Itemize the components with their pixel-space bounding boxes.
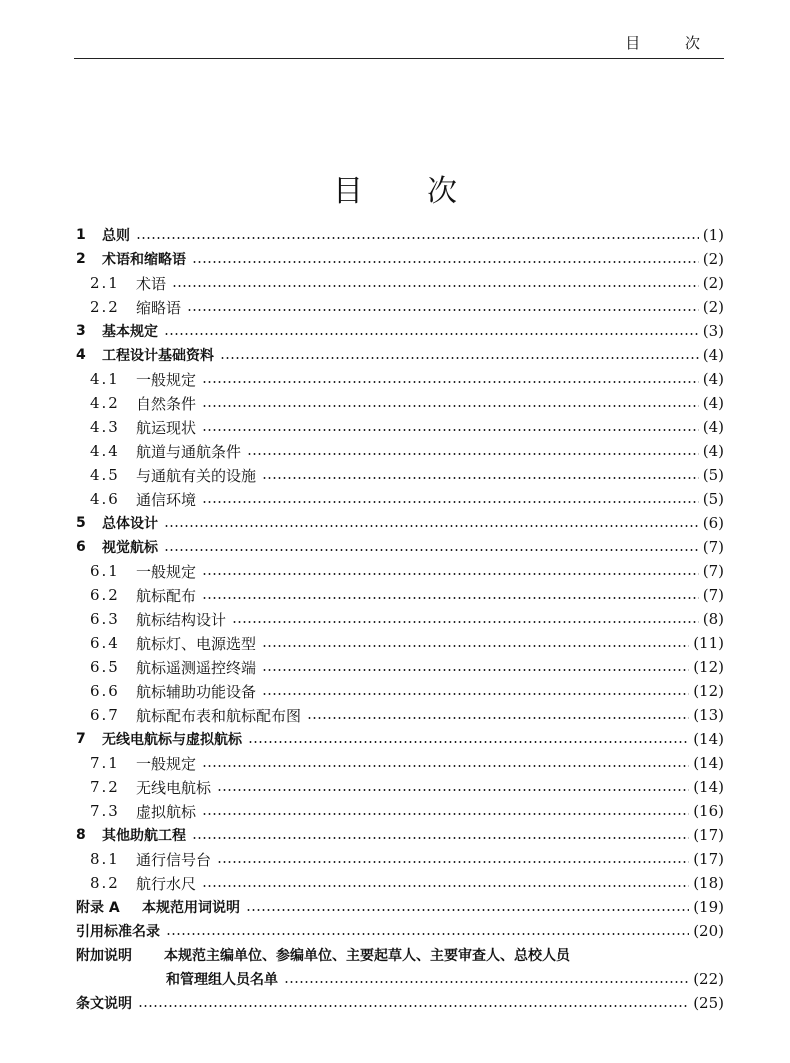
toc-entry-number: 2 <box>76 251 86 267</box>
toc-entry-page: (5) <box>702 466 724 484</box>
toc-entry-label: 航道与通航条件 <box>136 442 242 461</box>
toc-entry-number: 4.3 <box>90 418 120 436</box>
toc-entry-page: (4) <box>702 442 724 460</box>
toc-entry-label: 一般规定 <box>136 562 197 581</box>
toc-entry-page: (14) <box>693 754 724 772</box>
toc-entry[interactable] <box>76 271 724 295</box>
toc-entry-page: (16) <box>693 802 724 820</box>
toc-entry-label: 无线电航标 <box>136 778 212 797</box>
toc-entry-number: 6.7 <box>90 706 120 724</box>
dot-leader <box>202 885 689 887</box>
toc-entry[interactable] <box>76 823 724 847</box>
toc-entry-label: 术语 <box>136 274 167 293</box>
dot-leader <box>284 981 689 983</box>
toc-entry-number: 7 <box>76 731 86 747</box>
toc-entry-number: 4.2 <box>90 394 120 412</box>
toc-entry-page: (7) <box>702 586 724 604</box>
table-of-contents <box>76 223 724 1015</box>
toc-entry-appendix-a[interactable] <box>76 895 724 919</box>
toc-entry-label: 一般规定 <box>136 370 197 389</box>
dot-leader <box>307 717 689 719</box>
toc-entry-page: (11) <box>693 634 724 652</box>
toc-entry-page: (5) <box>702 490 724 508</box>
toc-entry-number: 7.3 <box>90 802 120 820</box>
toc-entry-commentary[interactable] <box>76 991 724 1015</box>
toc-entry-label: 基本规定 <box>102 324 158 340</box>
toc-entry[interactable] <box>76 487 724 511</box>
toc-entry-page: (12) <box>693 658 724 676</box>
toc-entry-page: (7) <box>702 538 724 556</box>
toc-entry[interactable] <box>76 607 724 631</box>
toc-entry-number: 6.5 <box>90 658 120 676</box>
toc-entry[interactable] <box>76 367 724 391</box>
dot-leader <box>217 861 689 863</box>
toc-entry-label: 航标遥测遥控终端 <box>136 658 257 677</box>
dot-leader <box>262 645 689 647</box>
toc-entry[interactable] <box>76 583 724 607</box>
toc-entry-number: 4.6 <box>90 490 120 508</box>
toc-entry-page: (4) <box>702 346 724 364</box>
toc-entry[interactable] <box>76 343 724 367</box>
toc-entry-label: 视觉航标 <box>102 540 158 556</box>
toc-entry-page: (6) <box>702 514 724 532</box>
dot-leader <box>202 405 699 407</box>
dot-leader <box>202 597 699 599</box>
toc-entry-page: (4) <box>702 370 724 388</box>
toc-entry-number: 4 <box>76 347 86 363</box>
toc-entry-page: (8) <box>702 610 724 628</box>
toc-entry-label: 自然条件 <box>136 394 197 413</box>
toc-entry[interactable] <box>76 727 724 751</box>
toc-entry-number: 2.1 <box>90 274 120 292</box>
dot-leader <box>202 501 699 503</box>
toc-entry[interactable] <box>76 295 724 319</box>
dot-leader <box>232 621 699 623</box>
toc-entry-additional-notes-cont[interactable] <box>76 967 724 991</box>
toc-entry-number: 5 <box>76 515 86 531</box>
dot-leader <box>202 381 699 383</box>
dot-leader <box>164 525 699 527</box>
toc-entry-references[interactable] <box>76 919 724 943</box>
toc-entry-page: (7) <box>702 562 724 580</box>
toc-entry-label: 与通航有关的设施 <box>136 466 257 485</box>
toc-entry-label: 无线电航标与虚拟航标 <box>102 732 242 748</box>
toc-entry-page: (13) <box>693 706 724 724</box>
running-title: 目 次 <box>625 34 720 52</box>
toc-entry-number: 8.1 <box>90 850 120 868</box>
toc-entry-label: 和管理组人员名单 <box>166 972 278 988</box>
dot-leader <box>192 837 689 839</box>
toc-entry-page: (3) <box>702 322 724 340</box>
toc-entry[interactable] <box>76 319 724 343</box>
toc-entry-label: 虚拟航标 <box>136 802 197 821</box>
toc-entry[interactable] <box>76 775 724 799</box>
dot-leader <box>202 765 689 767</box>
dot-leader <box>202 429 699 431</box>
toc-entry-label: 航标辅助功能设备 <box>136 682 257 701</box>
toc-entry-number: 2.2 <box>90 298 120 316</box>
toc-entry[interactable] <box>76 679 724 703</box>
dot-leader <box>192 261 699 263</box>
toc-entry-number: 4.1 <box>90 370 120 388</box>
toc-entry[interactable] <box>76 415 724 439</box>
dot-leader <box>164 549 699 551</box>
toc-entry[interactable] <box>76 511 724 535</box>
dot-leader <box>217 789 689 791</box>
toc-entry-page: (1) <box>702 226 724 244</box>
toc-entry-label: 航标灯、电源选型 <box>136 634 257 653</box>
toc-entry-page: (4) <box>702 418 724 436</box>
running-header <box>74 30 724 59</box>
dot-leader <box>220 357 699 359</box>
toc-entry-label: 缩略语 <box>136 298 182 317</box>
dot-leader <box>172 285 699 287</box>
dot-leader <box>246 909 689 911</box>
dot-leader <box>136 237 699 239</box>
toc-entry-page: (14) <box>693 730 724 748</box>
toc-entry-label: 工程设计基础资料 <box>102 348 214 364</box>
toc-entry[interactable] <box>76 847 724 871</box>
dot-leader <box>166 933 689 935</box>
toc-entry-number: 4.4 <box>90 442 120 460</box>
toc-entry-number: 7.2 <box>90 778 120 796</box>
toc-entry-page: (18) <box>693 874 724 892</box>
toc-entry-label: 条文说明 <box>76 996 132 1012</box>
toc-entry-label: 总体设计 <box>102 516 158 532</box>
toc-entry-page: (19) <box>693 898 724 916</box>
toc-entry-label: 航运现状 <box>136 418 197 437</box>
toc-entry[interactable] <box>76 655 724 679</box>
toc-entry-label: 其他助航工程 <box>102 828 186 844</box>
toc-entry[interactable] <box>76 535 724 559</box>
toc-entry-page: (20) <box>693 922 724 940</box>
toc-entry-page: (2) <box>702 298 724 316</box>
toc-entry-number: 1 <box>76 227 86 243</box>
toc-entry[interactable] <box>76 703 724 727</box>
toc-entry[interactable] <box>76 751 724 775</box>
toc-entry[interactable] <box>76 799 724 823</box>
toc-entry-page: (2) <box>702 274 724 292</box>
dot-leader <box>187 309 699 311</box>
toc-entry-number: 6.3 <box>90 610 120 628</box>
toc-entry-number: 6.6 <box>90 682 120 700</box>
toc-entry[interactable] <box>76 439 724 463</box>
toc-entry-page: (14) <box>693 778 724 796</box>
toc-entry-number: 6.4 <box>90 634 120 652</box>
toc-entry-label: 航标配布 <box>136 586 197 605</box>
toc-entry-label: 航标结构设计 <box>136 610 227 629</box>
dot-leader <box>247 453 699 455</box>
toc-entry-page: (17) <box>693 826 724 844</box>
toc-entry-number: 附加说明 <box>76 948 132 964</box>
toc-entry-number: 6.2 <box>90 586 120 604</box>
toc-entry-label: 航行水尺 <box>136 874 197 893</box>
toc-entry-label: 通信环境 <box>136 490 197 509</box>
toc-entry-page: (12) <box>693 682 724 700</box>
dot-leader <box>248 741 689 743</box>
toc-entry[interactable] <box>76 871 724 895</box>
toc-entry[interactable] <box>76 631 724 655</box>
toc-entry-page: (2) <box>702 250 724 268</box>
toc-entry-number: 附录 A <box>76 900 120 916</box>
toc-entry-additional-notes[interactable] <box>76 943 724 967</box>
toc-entry-label: 一般规定 <box>136 754 197 773</box>
toc-entry-page: (17) <box>693 850 724 868</box>
toc-entry-number: 7.1 <box>90 754 120 772</box>
toc-entry-page: (22) <box>693 970 724 988</box>
toc-entry[interactable] <box>76 559 724 583</box>
toc-entry[interactable] <box>76 463 724 487</box>
toc-entry[interactable] <box>76 391 724 415</box>
toc-entry[interactable] <box>76 223 724 247</box>
dot-leader <box>138 1005 689 1007</box>
toc-entry-number: 3 <box>76 323 86 339</box>
dot-leader <box>262 693 689 695</box>
dot-leader <box>202 813 689 815</box>
toc-entry-label: 术语和缩略语 <box>102 252 186 268</box>
toc-entry-page: (4) <box>702 394 724 412</box>
dot-leader <box>202 573 699 575</box>
toc-entry[interactable] <box>76 247 724 271</box>
toc-entry-label: 引用标准名录 <box>76 924 160 940</box>
toc-entry-label: 本规范主编单位、参编单位、主要起草人、主要审查人、总校人员 <box>164 948 570 964</box>
toc-entry-label: 通行信号台 <box>136 850 212 869</box>
toc-entry-number: 6 <box>76 539 86 555</box>
dot-leader <box>262 669 689 671</box>
dot-leader <box>262 477 699 479</box>
page-title: 目次 <box>333 174 521 209</box>
toc-entry-number: 8 <box>76 827 86 843</box>
toc-entry-number: 4.5 <box>90 466 120 484</box>
toc-entry-label: 总则 <box>102 228 130 244</box>
toc-entry-number: 6.1 <box>90 562 120 580</box>
toc-entry-label: 航标配布表和航标配布图 <box>136 706 302 725</box>
dot-leader <box>164 333 699 335</box>
toc-entry-number: 8.2 <box>90 874 120 892</box>
toc-entry-page: (25) <box>693 994 724 1012</box>
toc-entry-label: 本规范用词说明 <box>142 900 240 916</box>
